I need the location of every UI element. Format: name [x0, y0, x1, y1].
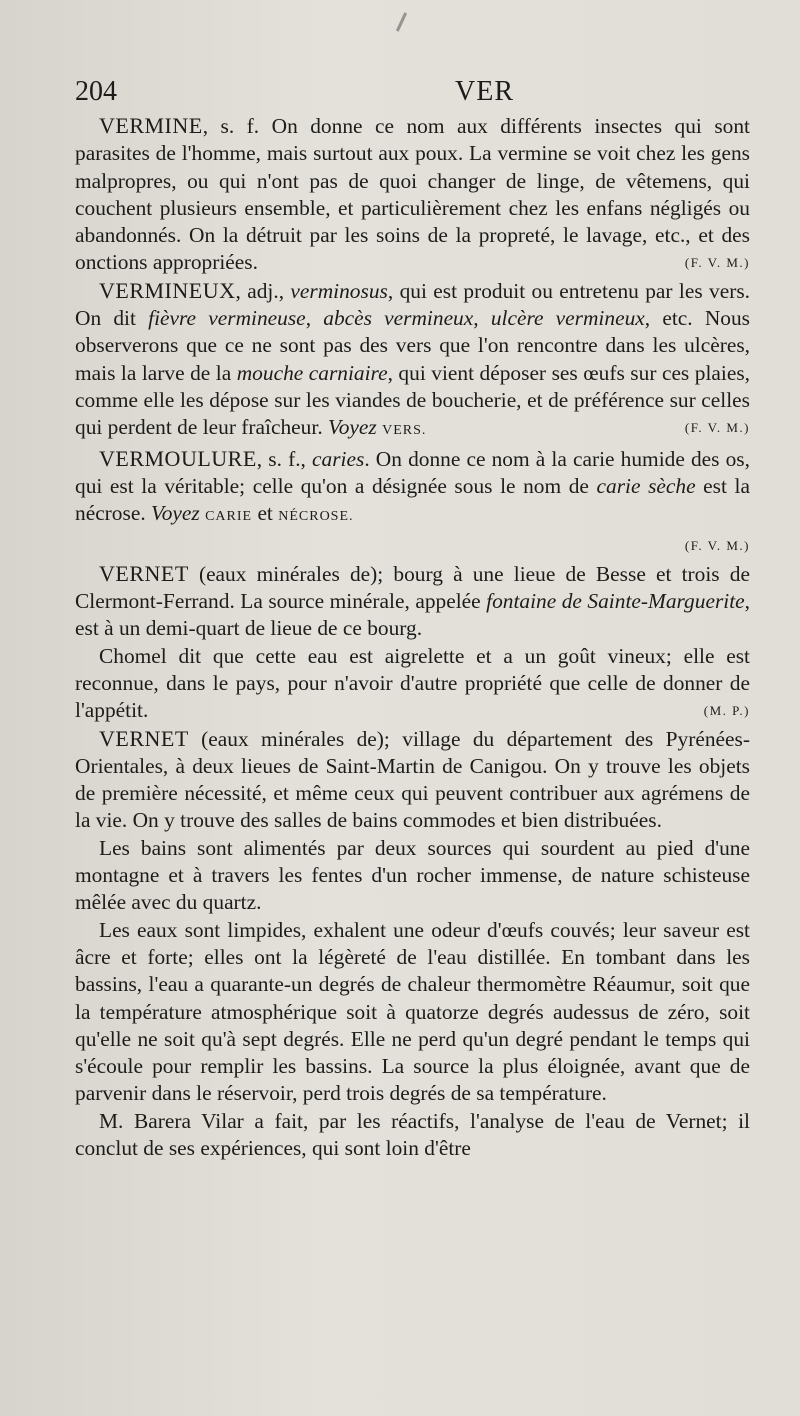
entry-text: Chomel dit que cette eau est aigrelette et a un goût vineux; elle est reconnue, dans le pays, pour n'avoir d'autre propriété que celle de donner de l'appétit. — [75, 643, 750, 723]
italic-term: caries — [312, 446, 365, 471]
italic-term: verminosus — [290, 278, 388, 303]
italic-term: ulcère vermineux — [490, 306, 645, 331]
cross-reference: VERS. — [382, 423, 427, 439]
entry-text: . On donne ce nom à la carie humide des os, qui est la véritable; celle qu'on a désignée sous le nom de — [75, 446, 750, 498]
author-signature: (M. P.) — [703, 703, 750, 719]
entry-headword: VERMINEUX — [99, 277, 236, 303]
entry-text: , qui vient déposer ses œufs sur ces plaies, comme elle les dépose sur les viandes de boucherie, et de préférence sur celles qui perdent de leur fraîcheur. — [75, 360, 751, 440]
dictionary-entry — [75, 277, 750, 445]
italic-term: Voyez — [328, 415, 377, 440]
entry-text: Les eaux sont limpides, exhalent une odeur d'œufs couvés; leur saveur est âcre et forte; elles ont la légèreté de l'eau distillée. En tombant dans les bassins, l'eau a quarante-un degrés de chaleur thermomètre Réaumur, soit que la température atmosphérique soit à quatorze degrés audessus de zéro, soit qu'elle ne soit qu'à sept degrés. Elle ne perd qu'un degré pendant le temps qui s'écoule pour remplir les bassins. La source la plus éloignée, avant que de parvenir dans le réservoir, perd trois degrés de sa température. — [75, 917, 750, 1106]
dictionary-entry — [75, 725, 750, 835]
author-signature: (F. V. M.) — [684, 538, 750, 554]
italic-term: mouche carniaire — [236, 360, 388, 385]
entry-text: , s. f., — [256, 446, 313, 471]
entry-headword: VERNET — [99, 725, 189, 751]
entry-headword: VERMINE — [99, 113, 203, 138]
italic-term: fièvre vermineuse — [148, 306, 306, 331]
entry-text: (eaux minérales de); village du département des Pyrénées-Orientales, à deux lieues de Saint-Martin de Canigou. On y trouve les objets de première nécessité, et même ceux qui peuvent contribuer aux agrémens de la vie. On y trouve des salles de bains commodes et bien distribuées. — [75, 726, 750, 833]
entry-text: , adj., — [235, 278, 291, 303]
dictionary-entry — [75, 560, 750, 643]
running-head — [75, 76, 755, 110]
entry-text: est la nécrose. — [75, 473, 750, 526]
entry-paragraph — [75, 917, 750, 1108]
entry-text: et — [252, 501, 279, 526]
italic-term: carie sèche — [596, 473, 696, 498]
entry-text: Les bains sont alimentés par deux sources qui sourdent au pied d'une montagne et à travers les fentes d'un rocher immense, de nature schisteuse mêlée avec du quartz. — [75, 835, 750, 915]
entry-headword: VERNET — [99, 560, 189, 586]
italic-term: Voyez — [151, 501, 200, 526]
page-number: 204 — [75, 76, 117, 107]
entry-text: , — [473, 306, 491, 331]
cross-reference: CARIE — [205, 509, 253, 525]
entry-text: , etc. Nous observerons que ce ne sont pas des vers que l'on rencontre dans les ulcères, mais la larve de la — [75, 306, 750, 385]
dictionary-entry — [75, 112, 750, 277]
entry-text: M. Barera Vilar a fait, par les réactifs, l'analyse de l'eau de Vernet; il conclut de ses expériences, qui sont loin d'être — [75, 1108, 750, 1160]
entry-text: , s. f. On donne ce nom aux différents insectes qui sont parasites de l'homme, mais surtout aux poux. La vermine se voit chez les gens malpropres, ou qui n'ont pas de quoi changer de linge, de vêtemens, qui couchent plusieurs ensemble, et particulièrement chez les enfans négligés ou abandonnés. On la détruit par les soins de la propreté, le lavage, etc., et des onctions appropriées. — [75, 114, 750, 275]
italic-term: abcès vermineux — [323, 306, 474, 331]
running-title: VER — [455, 76, 514, 107]
signature-line — [75, 530, 750, 559]
entry-headword: VERMOULURE — [99, 445, 257, 471]
entry-paragraph — [75, 643, 750, 725]
italic-term: fontaine de Sainte-Marguerite — [486, 589, 745, 614]
entry-paragraph — [75, 1108, 750, 1163]
text-column — [75, 112, 750, 1162]
entry-text: (eaux minérales de); bourg à une lieue de Besse et trois de Clermont-Ferrand. La source minérale, appelée — [75, 561, 750, 614]
cross-reference: NÉCROSE. — [278, 509, 354, 525]
entry-text: , — [305, 306, 324, 331]
entry-paragraph — [75, 835, 750, 917]
entry-text: , qui est produit ou entretenu par les vers. On dit — [75, 278, 751, 331]
author-signature: (F. V. M.) — [684, 420, 750, 436]
dictionary-entry — [75, 445, 750, 531]
entry-text: , est à un demi-quart de lieue de ce bourg. — [75, 589, 751, 641]
author-signature: (F. V. M.) — [684, 255, 750, 271]
ink-mark — [396, 12, 407, 31]
